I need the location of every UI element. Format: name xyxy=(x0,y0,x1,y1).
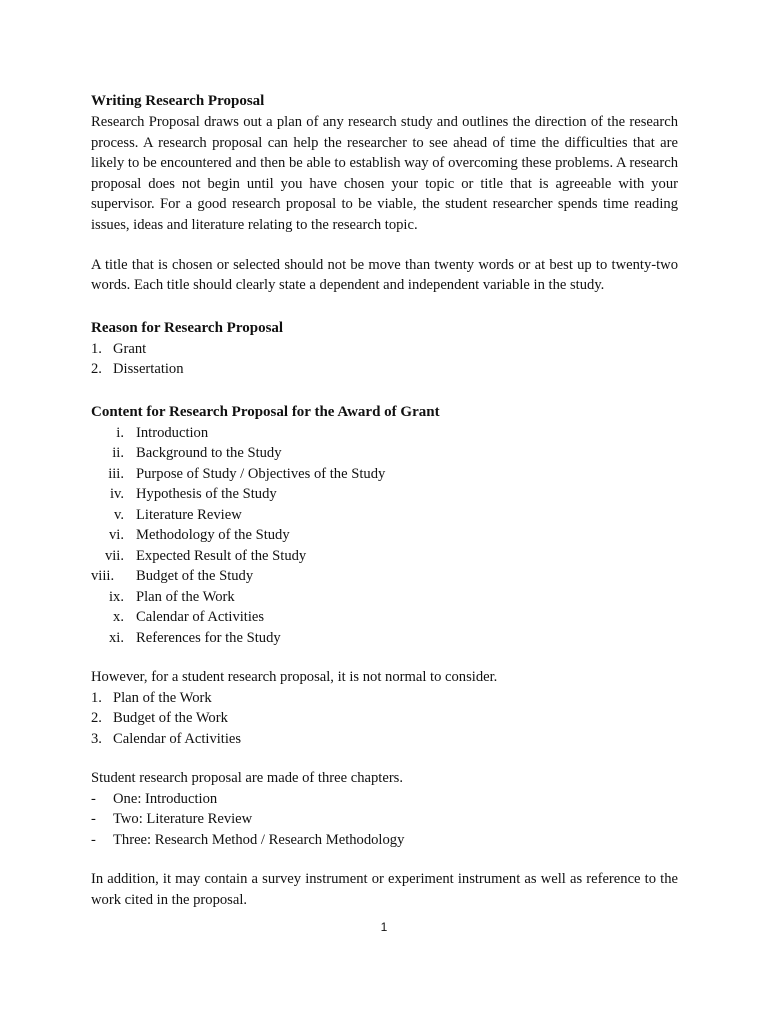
spacer xyxy=(91,648,678,667)
list-number: viii. xyxy=(91,568,115,585)
list-item xyxy=(91,505,678,526)
list-text: Budget of the Study xyxy=(136,568,254,585)
list-number: 1. xyxy=(91,340,102,357)
spacer xyxy=(91,380,678,399)
list-text: One: Introduction xyxy=(113,790,218,807)
document-page xyxy=(91,88,678,910)
student-intro: However, for a student research proposal, it is not normal to consider. xyxy=(91,669,498,686)
list-text: Literature Review xyxy=(136,506,242,523)
list-item xyxy=(91,525,678,546)
list-dash: - xyxy=(91,790,96,807)
list-number: xi. xyxy=(109,629,124,646)
spacer xyxy=(91,296,678,315)
list-number: ii. xyxy=(112,445,124,462)
list-number: 2. xyxy=(91,710,102,727)
list-item xyxy=(91,464,678,485)
list-number: iii. xyxy=(108,465,124,482)
list-number: vi. xyxy=(109,527,124,544)
list-number: vii. xyxy=(104,547,124,564)
list-dash: - xyxy=(91,831,96,848)
student-list xyxy=(91,688,678,750)
content-heading: Content for Research Proposal for the Award of Grant xyxy=(91,403,440,420)
reason-list xyxy=(91,339,678,380)
list-item xyxy=(91,546,678,567)
list-item xyxy=(91,830,678,851)
list-text: Background to the Study xyxy=(136,445,282,462)
chapters-list xyxy=(91,789,678,851)
list-text: Two: Literature Review xyxy=(113,811,253,828)
list-item xyxy=(91,423,678,444)
list-text: Three: Research Method / Research Methodology xyxy=(113,831,405,848)
list-item xyxy=(91,359,678,380)
list-dash: - xyxy=(91,811,96,828)
title-paragraph: A title that is chosen or selected should not be move than twenty words or at best up to twenty-two words. Each title should clearly state a dependent and independent variable in the study. xyxy=(91,256,678,294)
spacer xyxy=(91,850,678,869)
list-text: Hypothesis of the Study xyxy=(136,486,277,503)
list-item xyxy=(91,607,678,628)
list-number: 3. xyxy=(91,730,102,747)
list-number: i. xyxy=(116,424,124,441)
page-number: 1 xyxy=(380,920,388,934)
list-item xyxy=(91,729,678,750)
list-item xyxy=(91,628,678,649)
list-text: References for the Study xyxy=(136,629,281,646)
reason-heading: Reason for Research Proposal xyxy=(91,319,284,336)
closing-paragraph: In addition, it may contain a survey instrument or experiment instrument as well as reference to the work cited in the proposal. xyxy=(91,871,678,908)
list-number: x. xyxy=(113,609,124,626)
list-text: Calendar of Activities xyxy=(113,730,242,747)
intro-paragraph: Research Proposal draws out a plan of any research study and outlines the direction of the research process. A research proposal can help the researcher to see ahead of time the difficulties that are likely to be encountered and then be able to establish way of overcoming these problems. A research proposal does not begin until you have chosen your topic or title that is agreeable with your supervisor. For a good research proposal to be viable, the student researcher spends time reading issues, ideas and literature relating to the research topic. xyxy=(91,114,678,233)
list-item xyxy=(91,339,678,360)
list-text: Plan of the Work xyxy=(113,689,212,706)
document-title: Writing Research Proposal xyxy=(91,93,265,109)
list-text: Dissertation xyxy=(113,361,184,378)
list-item xyxy=(91,809,678,830)
list-text: Grant xyxy=(113,340,147,357)
list-number: ix. xyxy=(109,588,124,605)
list-text: Introduction xyxy=(136,424,209,441)
list-item xyxy=(91,587,678,608)
list-item xyxy=(91,443,678,464)
list-number: iv. xyxy=(109,486,124,503)
list-text: Purpose of Study / Objectives of the Study xyxy=(136,465,386,482)
spacer xyxy=(91,236,678,255)
list-item xyxy=(91,484,678,505)
list-item xyxy=(91,789,678,810)
chapters-intro: Student research proposal are made of three chapters. xyxy=(91,770,404,787)
content-list xyxy=(91,423,678,649)
spacer xyxy=(91,749,678,768)
list-item xyxy=(91,566,678,587)
list-text: Calendar of Activities xyxy=(136,609,265,626)
list-item xyxy=(91,688,678,709)
list-text: Methodology of the Study xyxy=(136,527,290,544)
list-number: 1. xyxy=(91,689,102,706)
list-number: v. xyxy=(114,506,124,523)
list-text: Expected Result of the Study xyxy=(136,547,307,564)
list-number: 2. xyxy=(91,361,102,378)
list-item xyxy=(91,708,678,729)
list-text: Budget of the Work xyxy=(113,710,228,727)
list-text: Plan of the Work xyxy=(136,588,235,605)
